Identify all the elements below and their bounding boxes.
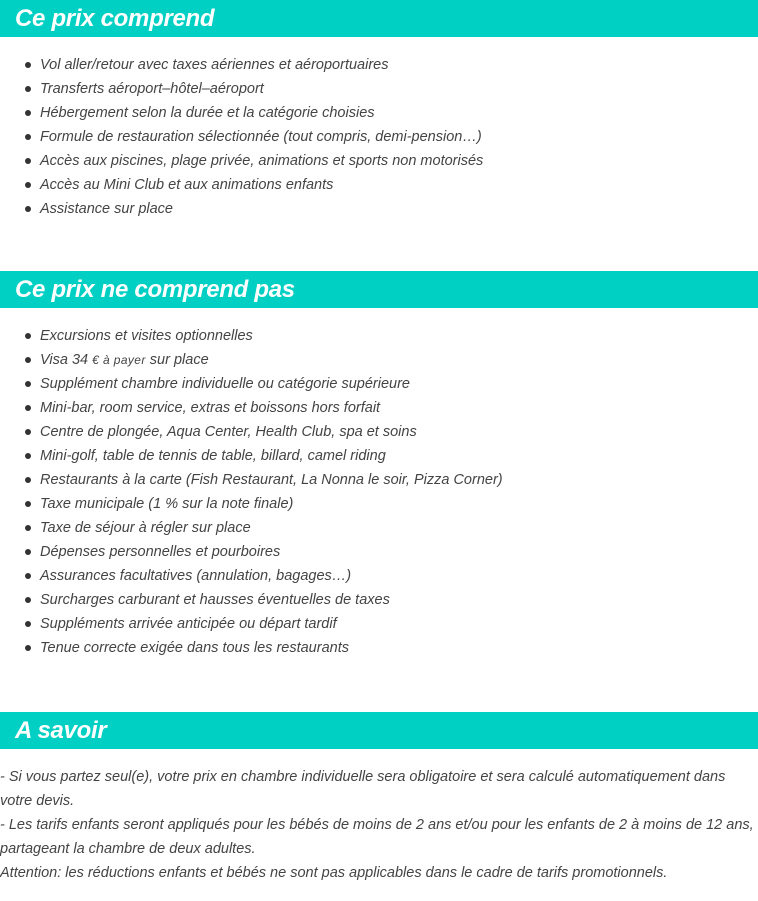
visa-prefix: Visa 34 [40,352,93,368]
list-item [0,516,740,540]
list-item [0,612,740,636]
bullet-icon [25,333,31,339]
excluded-section-header [0,271,758,308]
list-item [0,468,740,492]
excluded-section-title: Ce prix ne comprend pas [15,276,295,303]
bullet-icon [25,573,31,579]
excluded-list [0,324,740,660]
bullet-icon [25,477,31,483]
bullet-icon [25,405,31,411]
visa-suffix: sur place [145,352,209,368]
bullet-icon [25,182,31,188]
bullet-icon [25,381,31,387]
included-section-title: Ce prix comprend [15,5,215,32]
list-item-text: Mini-bar, room service, extras et boissons hors forfait [40,400,381,416]
list-item-text: Centre de plongée, Aqua Center, Health Club, spa et soins [40,424,417,440]
bullet-icon [25,134,31,140]
list-item [0,564,740,588]
list-item-text: Assurances facultatives (annulation, bagages…) [40,568,352,584]
list-item [0,197,740,221]
list-item [0,101,740,125]
bullet-icon [25,621,31,627]
list-item [0,396,740,420]
list-item-text: Accès au Mini Club et aux animations enfants [40,177,334,193]
list-item-text: Supplément chambre individuelle ou catégorie supérieure [40,376,410,392]
list-item-text: Assistance sur place [40,201,173,217]
list-item-text: Tenue correcte exigée dans tous les restaurants [40,640,349,656]
list-item-text: Hébergement selon la durée et la catégorie choisies [40,105,375,121]
info-paragraph: Attention: les réductions enfants et bébés ne sont pas applicables dans le cadre de tarifs promotionnels. [0,865,668,881]
bullet-icon [25,525,31,531]
list-item [0,492,740,516]
bullet-icon [25,549,31,555]
list-item [0,444,740,468]
bullet-icon [25,453,31,459]
list-item [0,149,740,173]
list-item-text: Dépenses personnelles et pourboires [40,544,281,560]
bullet-icon [25,158,31,164]
bullet-icon [25,645,31,651]
list-item-text: Taxe de séjour à régler sur place [40,520,251,536]
list-item-text: Formule de restauration sélectionnée (tout compris, demi-pension…) [40,129,482,145]
included-list [0,53,740,221]
info-section-header [0,712,758,749]
list-item [0,173,740,197]
list-item-visa [0,348,740,372]
visa-payment-note: € à payer [92,353,146,367]
bullet-icon [25,62,31,68]
info-paragraph: - Si vous partez seul(e), votre prix en chambre individuelle sera obligatoire et sera calculé automatiquement dans votre devis. [0,769,726,809]
list-item-text: Restaurants à la carte (Fish Restaurant, La Nonna le soir, Pizza Corner) [40,472,503,488]
list-item-text: Accès aux piscines, plage privée, animations et sports non motorisés [40,153,484,169]
list-item [0,636,740,660]
list-item [0,372,740,396]
list-item [0,540,740,564]
list-item [0,324,740,348]
bullet-icon [25,501,31,507]
bullet-icon [25,110,31,116]
list-item [0,588,740,612]
list-item-text: Excursions et visites optionnelles [40,328,253,344]
list-item-text: Transferts aéroport–hôtel–aéroport [40,81,264,97]
bullet-icon [25,206,31,212]
bullet-icon [25,86,31,92]
list-item [0,77,740,101]
list-item [0,53,740,77]
list-item-text: Mini-golf, table de tennis de table, billard, camel riding [40,448,386,464]
info-text-block [0,765,756,885]
bullet-icon [25,597,31,603]
list-item-text: Vol aller/retour avec taxes aériennes et aéroportuaires [40,57,389,73]
list-item [0,420,740,444]
list-item-text: Taxe municipale (1 % sur la note finale) [40,496,294,512]
info-paragraph: - Les tarifs enfants seront appliqués pour les bébés de moins de 2 ans et/ou pour les enfants de 2 à moins de 12 ans, partageant la chambre de deux adultes. [0,817,754,857]
bullet-icon [25,357,31,363]
included-section-header [0,0,758,37]
list-item-text: Surcharges carburant et hausses éventuelles de taxes [40,592,390,608]
bullet-icon [25,429,31,435]
list-item-text: Suppléments arrivée anticipée ou départ tardif [40,616,337,632]
list-item [0,125,740,149]
info-section-title: A savoir [15,717,107,744]
